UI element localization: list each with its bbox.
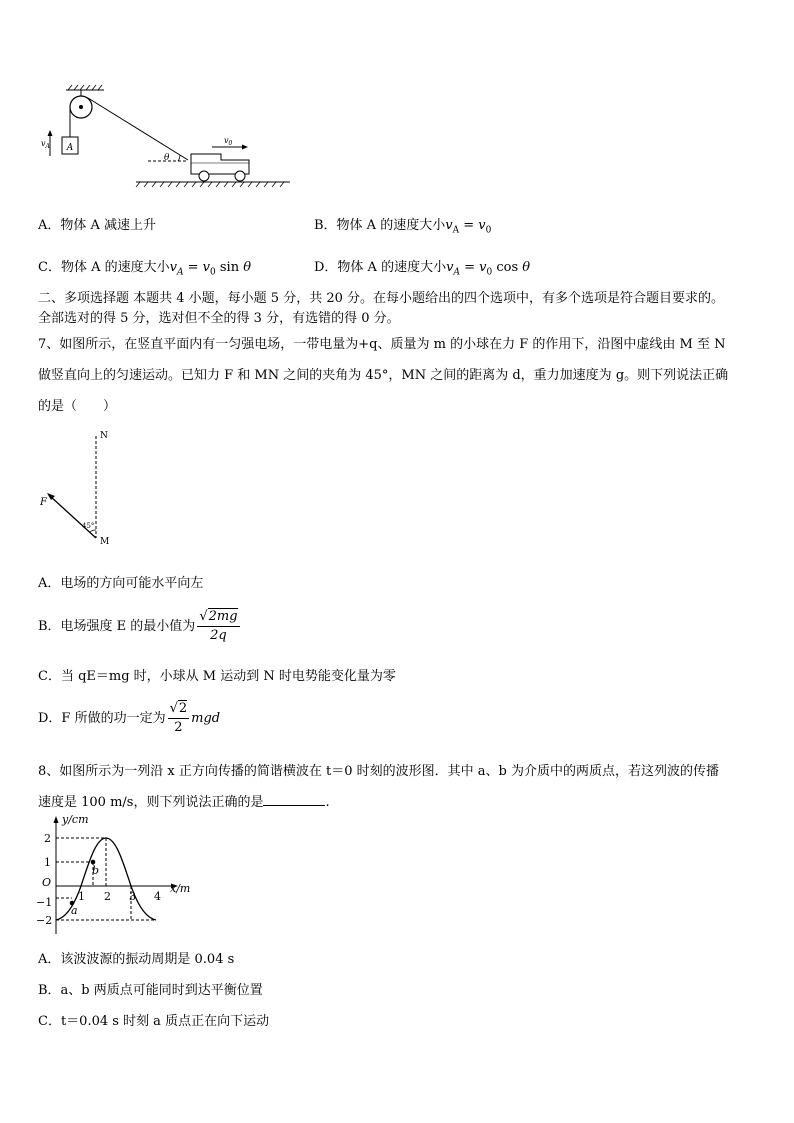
- svg-text:M: M: [100, 537, 110, 547]
- block-a-label: A: [66, 143, 74, 153]
- q7-option-b: B．电场强度 E 的最小值为 $\frac{√2mg}{2q}$: [38, 609, 238, 643]
- q8-option-c: C．t＝0.04 s 时刻 a 质点正在向下运动: [38, 1014, 270, 1029]
- q7-option-d: D．F 所做的功一定为 $\frac{√2}{2}$ mgd: [38, 701, 221, 735]
- force-field-figure: [38, 426, 128, 550]
- section-2-instructions-line2: 全部选对的得 5 分，选对但不全的得 3 分，有选错的得 0 分。: [38, 311, 400, 326]
- svg-text:2: 2: [104, 890, 111, 903]
- svg-text:−2: −2: [36, 914, 53, 927]
- svg-text:N: N: [100, 431, 108, 441]
- answer-blank[interactable]: [263, 793, 325, 806]
- q6-option-d: D．物体 A 的速度大小$v_A = v_0$ cos θ: [314, 260, 531, 278]
- svg-text:F: F: [40, 497, 47, 508]
- q8-option-a: A．该波波源的振动周期是 0.04 s: [38, 952, 235, 967]
- wave-graph: [34, 810, 204, 940]
- pulley-car-figure: [36, 84, 306, 192]
- svg-text:−1: −1: [36, 896, 53, 909]
- svg-text:b: b: [92, 864, 100, 877]
- q7-option-a: A．电场的方向可能水平向左: [38, 576, 204, 591]
- q7-option-c: C．当 qE＝mg 时，小球从 M 运动到 N 时电势能变化量为零: [38, 669, 396, 684]
- theta-label: θ: [164, 153, 170, 163]
- q6-option-c: C．物体 A 的速度大小$v_A = v_0$ sin θ: [38, 260, 252, 278]
- q7-stem-line1: 7、如图所示，在竖直平面内有一匀强电场，一带电量为+q、质量为 m 的小球在力 F 的作用下，沿图中虚线由 M 至 N: [38, 337, 726, 352]
- svg-text:2: 2: [44, 832, 51, 845]
- svg-text:45°: 45°: [82, 522, 95, 530]
- svg-text:v0: $v_0$: [224, 136, 233, 147]
- q6-option-b: B．物体 A 的速度大小$v_A = v_0$: [314, 218, 492, 236]
- svg-text:4: 4: [154, 890, 161, 903]
- q8-option-b: B．a、b 两质点可能同时到达平衡位置: [38, 983, 263, 998]
- y-axis-label: y/cm: [62, 813, 89, 826]
- svg-text:a: a: [71, 904, 78, 917]
- origin-label: O: [42, 876, 52, 889]
- x-axis-label: x/m: [170, 882, 191, 895]
- svg-text:3: 3: [129, 890, 136, 903]
- q8-stem-line1: 8、如图所示为一列沿 x 正方向传播的简谐横波在 t＝0 时刻的波形图．其中 a、b 为介质中的两质点，若这列波的传播: [38, 764, 719, 779]
- q8-stem-line2: 速度是 100 m/s，则下列说法正确的是 .: [38, 795, 330, 810]
- svg-text:vA: $v_A$: [41, 139, 50, 150]
- q7-stem-line3: 的是（ ）: [38, 399, 117, 414]
- q7-stem-line2: 做竖直向上的匀速运动。已知力 F 和 MN 之间的夹角为 45°，MN 之间的距离为 d，重力加速度为 g。则下列说法正确: [38, 368, 729, 383]
- q6-option-a: A．物体 A 减速上升: [38, 218, 157, 233]
- section-2-instructions-line1: 二、多项选择题 本题共 4 小题，每小题 5 分，共 20 分。在每小题给出的四个选项中，有多个选项是符合题目要求的。: [38, 291, 725, 306]
- svg-text:1: 1: [78, 890, 85, 903]
- svg-text:1: 1: [44, 856, 51, 869]
